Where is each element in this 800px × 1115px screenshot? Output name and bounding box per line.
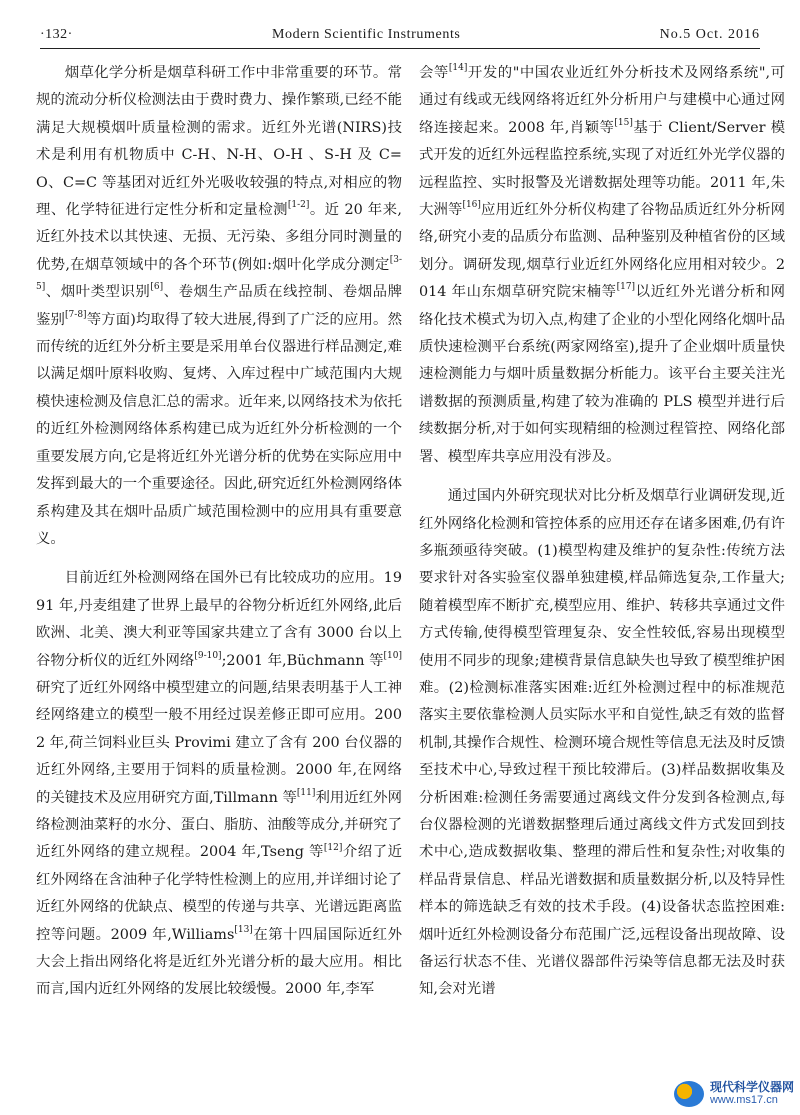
citation: [13]: [234, 924, 253, 935]
citation: [3-5]: [36, 255, 402, 293]
paragraph-difficulties: 通过国内外研究现状对比分析及烟草行业调研发现,近红外网络化检测和管控体系的应用还存在诸多困难,仍有许多瓶颈亟待突破。(1)模型构建及维护的复杂性:传统方法要求针对各实验室仪器单独建模,样品筛选复杂,工作量大;随着模型库不断扩充,模型应用、维护、转移共享通过文件方式传输,使得模型管理复杂、安全性较低,容易出现模型使用不同步的现象;建模背景信息缺失也导致了模型维护困难。(2)检测标准落实困难:近红外检测过程中的标准规范落实主要依靠检测人员实际水平和自觉性,缺乏有效的监督机制,其操作合规性、检测环境合规性等信息无法及时反馈至技术中心,导致过程干预比较滞后。(3)样品数据收集及分析困难:检测任务需要通过离线文件分发到各检测点,每台仪器检测的光谱数据整理后通过离线文件方式发回到技术中心,造成数据收集、整理的滞后性和复杂性;对收集的样品背景信息、样品光谱数据和质量数据分析,以及特异性样本的筛选缺乏有效的技术手段。(4)设备状态监控困难:烟叶近红外检测设备分布范围广泛,远程设备出现故障、设备运行状态不佳、光谱仪器部件污染等信息都无法及时获知,会对光谱: [419, 488, 785, 998]
citation: [10]: [383, 650, 402, 661]
citation: [9-10]: [194, 650, 222, 661]
citation: [16]: [462, 200, 481, 211]
citation: [14]: [448, 63, 468, 74]
citation: [1-2]: [287, 200, 310, 211]
watermark-logo-icon: [674, 1081, 704, 1107]
citation: [17]: [616, 282, 636, 293]
paragraph-domestic-status: 会等[14]开发的"中国农业近红外分析技术及网络系统",可通过有线或无线网络将近红外分析用户与建模中心通过网络连接起来。2008 年,肖颖等[15]基于 Client/Server 模式开发的近红外远程监控系统,实现了对近红外光学仪器的远程监控、实时报警及光谱数据处理等功能。2011 年,朱大洲等[16]应用近红外分析仪构建了谷物品质近红外分析网络,研究小麦的品质分布监测、品种鉴别及种植省份的区域划分。调研发现,烟草行业近红外网络化应用相对较少。2014 年山东烟草研究院宋楠等[17]以近红外光谱分析和网络化技术模式为切入点,构建了企业的小型化网络化烟叶品质快速检测平台系统(两家网络室),提升了企业烟叶质量快速检测能力与烟叶质量数据分析能力。该平台主要关注光谱数据的预测质量,构建了较为准确的 PLS 模型并进行后续数据分析,对于如何实现精细的检测过程管控、网络化部署、模型库共享应用没有涉及。: [419, 63, 786, 465]
citation: [6]: [150, 282, 164, 293]
paragraph-intro: 烟草化学分析是烟草科研工作中非常重要的环节。常规的流动分析仪检测法由于费时费力、操作繁琐,已经不能满足大规模烟叶质量检测的需求。近红外光谱(NIRS)技术是利用有机物质中 C-H、N-H、O-H 、S-H 及 C=O、C=C 等基团对近红外光吸收较强的特点,对相应的物理、化学特征进行定性分析和定量检测[1-2]。近 20 年来,近红外技术以其快速、无损、无污染、多组分同时测量的优势,在烟草领域中的各个环节(例如:烟叶化学成分测定[3-5]、烟叶类型识别[6]、卷烟生产品质在线控制、卷烟品牌鉴别[7-8]等方面)均取得了较大进展,得到了广泛的应用。然而传统的近红外分析主要是采用单台仪器进行样品测定,难以满足烟叶原料收购、复烤、入库过程中广域范围内大规模快速检测及信息汇总的需求。近年来,以网络技术为依托的近红外检测网络体系构建已成为近红外分析检测的一个重要发展方向,它是将近红外光谱分析的优势在实际应用中发挥到最大的一个重要途径。因此,研究近红外检测网络体系构建及其在烟叶品质广域范围检测中的应用具有重要意义。: [36, 65, 402, 547]
citation: [12]: [323, 842, 343, 853]
journal-name: Modern Scientific Instruments: [272, 27, 461, 42]
left-column: [36, 60, 402, 1004]
watermark-url: www.ms17.cn: [709, 1094, 778, 1106]
issue-info: No.5 Oct. 2016: [659, 27, 760, 42]
watermark: [594, 1079, 794, 1109]
watermark-site-name: 现代科学仪器网: [709, 1080, 794, 1094]
paragraph-foreign-status: 目前近红外检测网络在国外已有比较成功的应用。1991 年,丹麦组建了世界上最早的谷物分析近红外网络,此后欧洲、北美、澳大利亚等国家共建立了含有 3000 台以上谷物分析仪的近红外网络[9-10];2001 年,Büchmann 等[10]研究了近红外网络中模型建立的问题,结果表明基于人工神经网络建立的模型一般不用经过误差修正即可应用。2002 年,荷兰饲料业巨头 Provimi 建立了含有 200 台仪器的近红外网络,主要用于饲料的质量检测。2000 年,在网络的关键技术及应用研究方面,Tillmann 等[11]利用近红外网络检测油菜籽的水分、蛋白、脂肪、油酸等成分,并研究了近红外网络的建立规程。2004 年,Tseng 等[12]介绍了近红外网络在含油种子化学特性检测上的应用,并详细讨论了近红外网络的优缺点、模型的传递与共享、光谱远距离监控等问题。2009 年,Williams[13]在第十四届国际近红外大会上指出网络化将是近红外光谱分析的最大应用。相比而言,国内近红外网络的发展比较缓慢。2000 年,李军: [36, 570, 402, 998]
right-column: [419, 60, 785, 1004]
citation: [15]: [614, 118, 633, 129]
citation: [11]: [296, 787, 316, 798]
page-header: [40, 22, 760, 49]
page-number: ·132·: [40, 27, 73, 42]
citation: [7-8]: [65, 309, 87, 320]
